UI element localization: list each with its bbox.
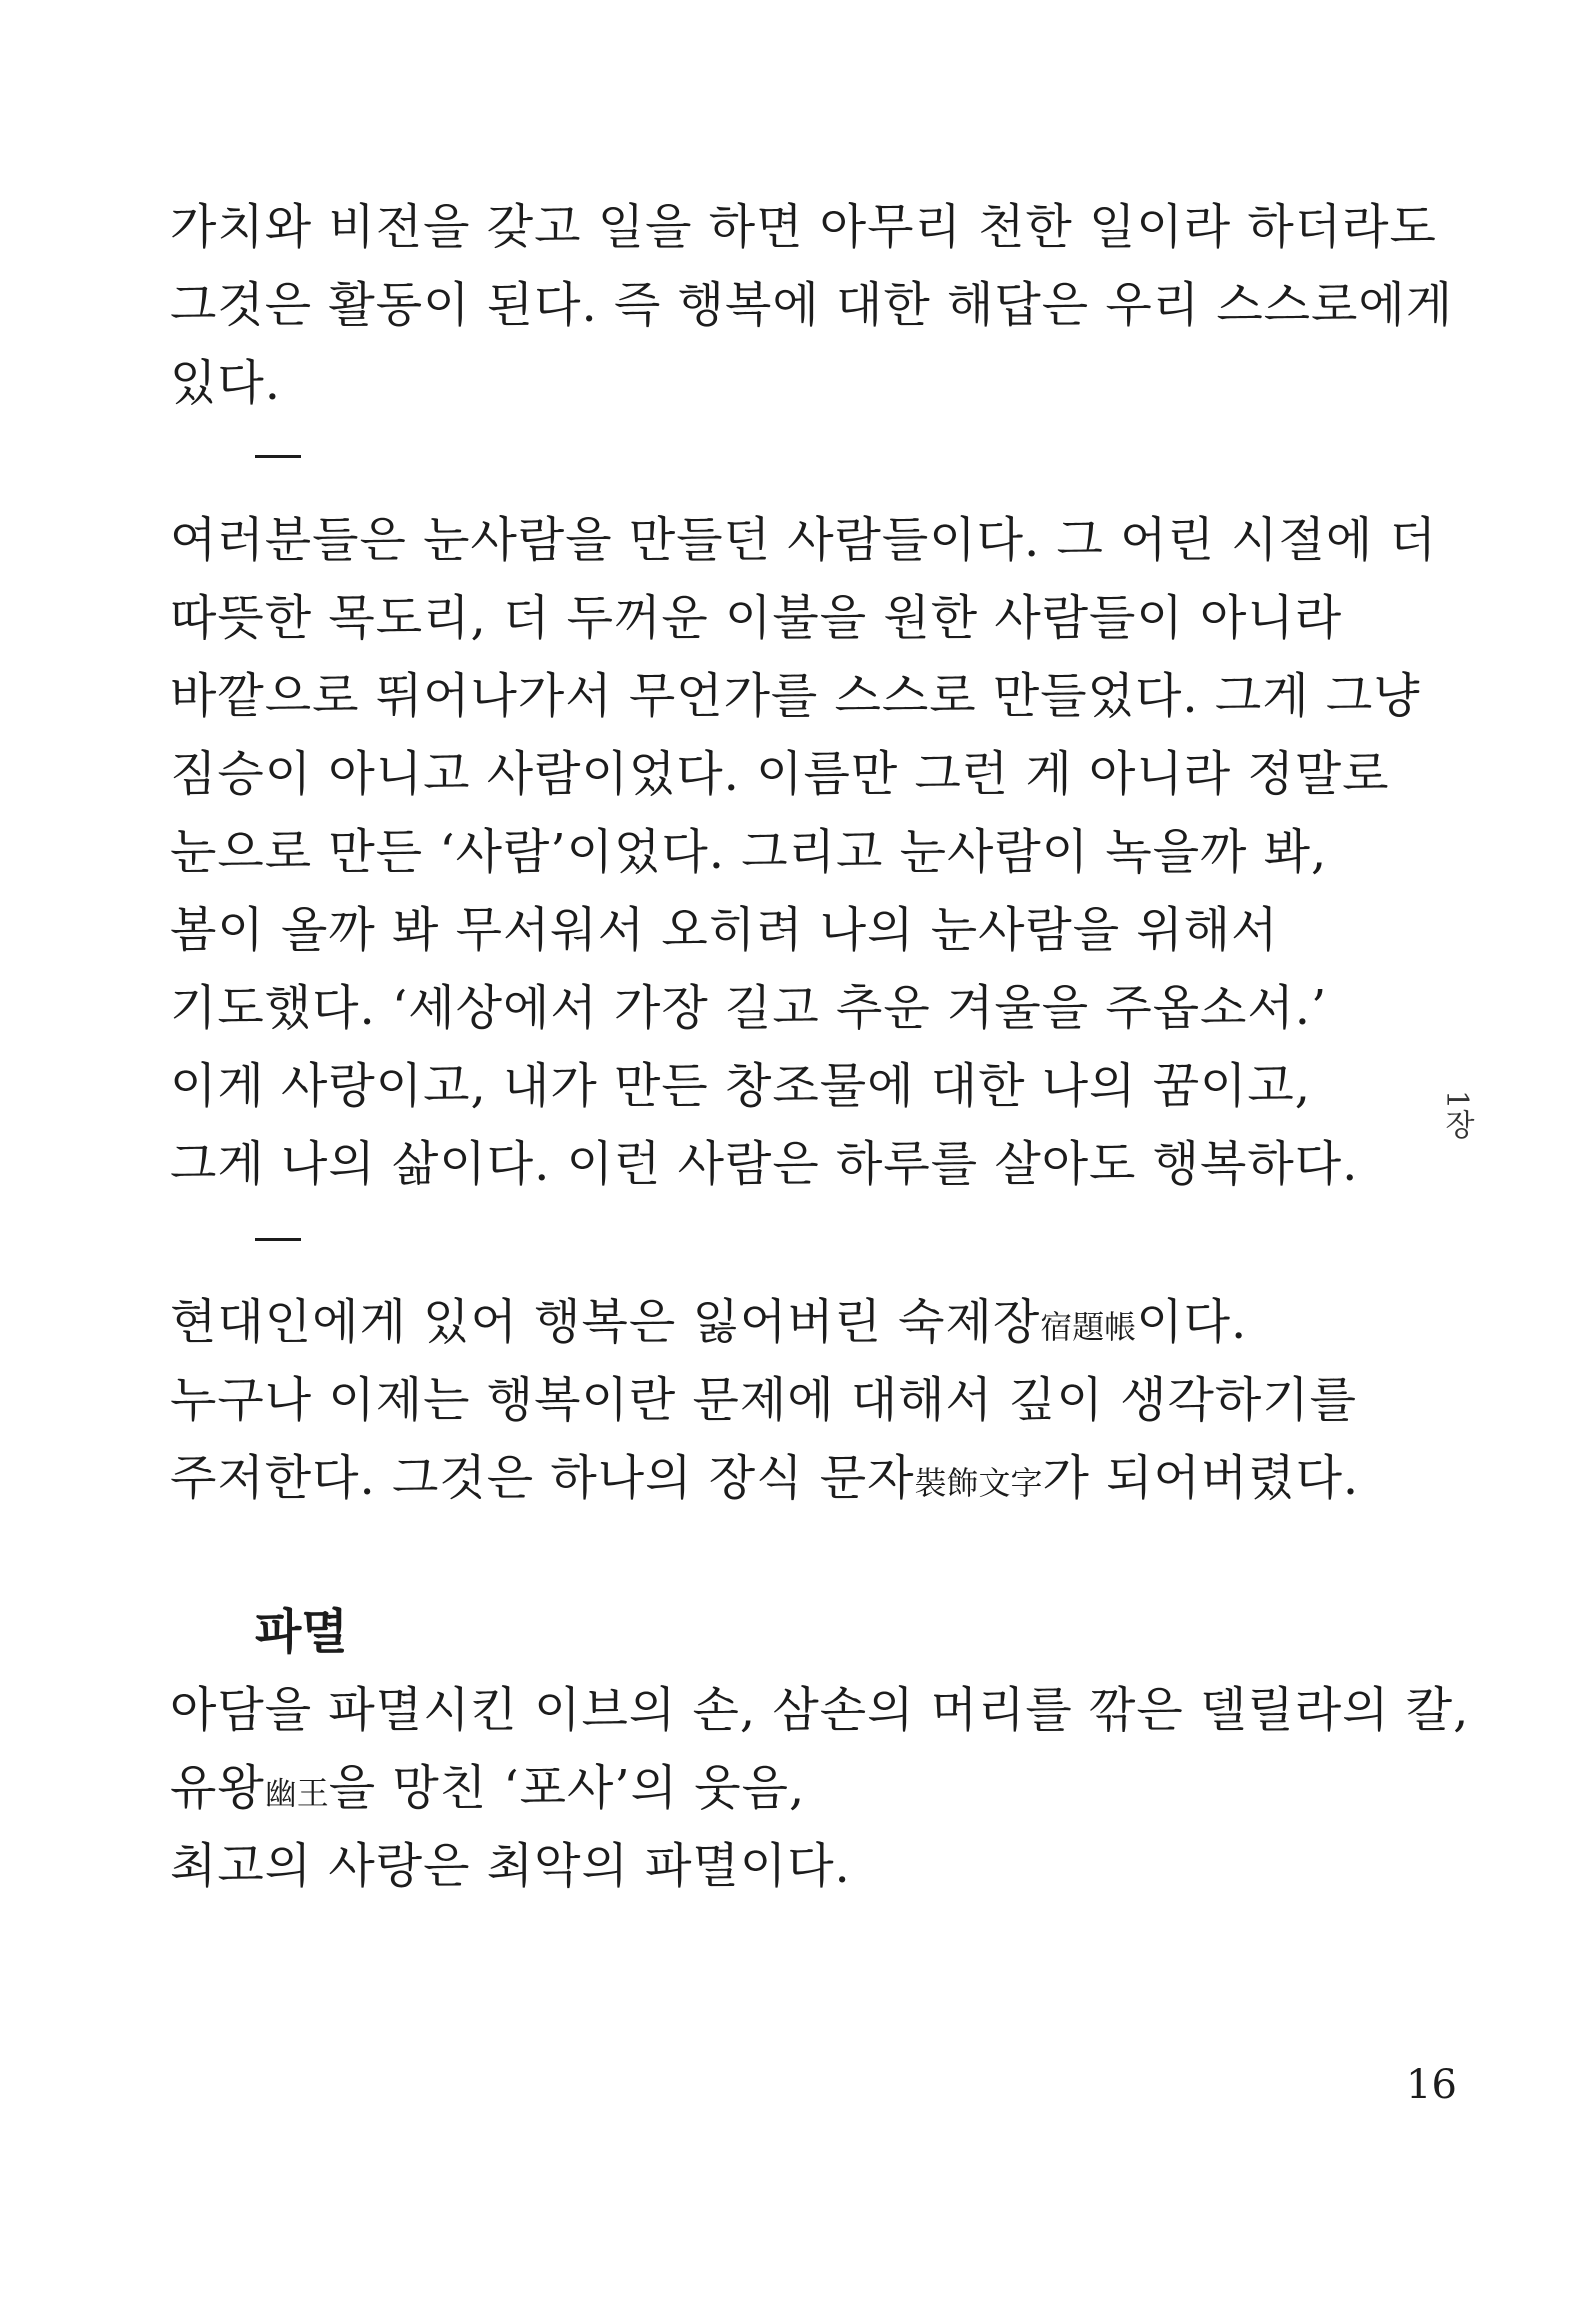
hanja-annotation: 宿題帳 bbox=[1040, 1308, 1137, 1346]
body-text-line: 최고의 사랑은 최악의 파멸이다. bbox=[170, 1838, 851, 1894]
body-text-line: 있다. bbox=[170, 355, 281, 411]
text-segment: 유왕 bbox=[170, 1760, 265, 1816]
text-segment: 현대인에게 있어 행복은 잃어버린 숙제장 bbox=[170, 1294, 1041, 1350]
section-divider bbox=[255, 1238, 301, 1241]
body-text-line: 누구나 이제는 행복이란 문제에 대해서 깊이 생각하기를 bbox=[170, 1372, 1358, 1428]
text-segment: 가 되어버렸다. bbox=[1042, 1450, 1360, 1506]
text-segment: 이다. bbox=[1136, 1294, 1248, 1350]
body-text-line: 그게 나의 삶이다. 이런 사람은 하루를 살아도 행복하다. bbox=[170, 1136, 1359, 1192]
body-text-line: 짐승이 아니고 사람이었다. 이름만 그런 게 아니라 정말로 bbox=[170, 746, 1390, 802]
body-text-line bbox=[170, 1292, 1247, 1357]
hanja-annotation: 幽王 bbox=[264, 1774, 329, 1812]
section-heading: 파멸 bbox=[255, 1604, 348, 1660]
body-text-line: 아담을 파멸시킨 이브의 손, 삼손의 머리를 깎은 델릴라의 칼, bbox=[170, 1682, 1470, 1738]
body-text-line: 이게 사랑이고, 내가 만든 창조물에 대한 나의 꿈이고, bbox=[170, 1058, 1312, 1114]
body-text-line: 눈으로 만든 ‘사람’이었다. 그리고 눈사람이 녹을까 봐, bbox=[170, 824, 1328, 880]
body-text-line bbox=[170, 1758, 805, 1823]
section-divider bbox=[255, 455, 301, 458]
text-segment: 주저한다. 그것은 하나의 장식 문자 bbox=[170, 1450, 915, 1506]
body-text-line: 가치와 비전을 갖고 일을 하면 아무리 천한 일이라 하더라도 bbox=[170, 199, 1437, 255]
page-number: 16 bbox=[1406, 2062, 1457, 2108]
hanja-annotation: 裝飾文字 bbox=[914, 1464, 1043, 1502]
body-text-line: 봄이 올까 봐 무서워서 오히려 나의 눈사람을 위해서 bbox=[170, 902, 1279, 958]
text-segment: 을 망친 ‘포사’의 웃음, bbox=[328, 1760, 806, 1816]
body-text-line: 그것은 활동이 된다. 즉 행복에 대한 해답은 우리 스스로에게 bbox=[170, 277, 1454, 333]
body-text-line: 따뜻한 목도리, 더 두꺼운 이불을 원한 사람들이 아니라 bbox=[170, 590, 1343, 646]
chapter-label: 1장 bbox=[1439, 1090, 1474, 1140]
body-text-line: 바깥으로 뛰어나가서 무언가를 스스로 만들었다. 그게 그냥 bbox=[170, 668, 1421, 724]
body-text-line: 여러분들은 눈사람을 만들던 사람들이다. 그 어린 시절에 더 bbox=[170, 512, 1437, 568]
body-text-line: 기도했다. ‘세상에서 가장 길고 추운 겨울을 주옵소서.’ bbox=[170, 980, 1328, 1036]
body-text-line bbox=[170, 1448, 1359, 1513]
